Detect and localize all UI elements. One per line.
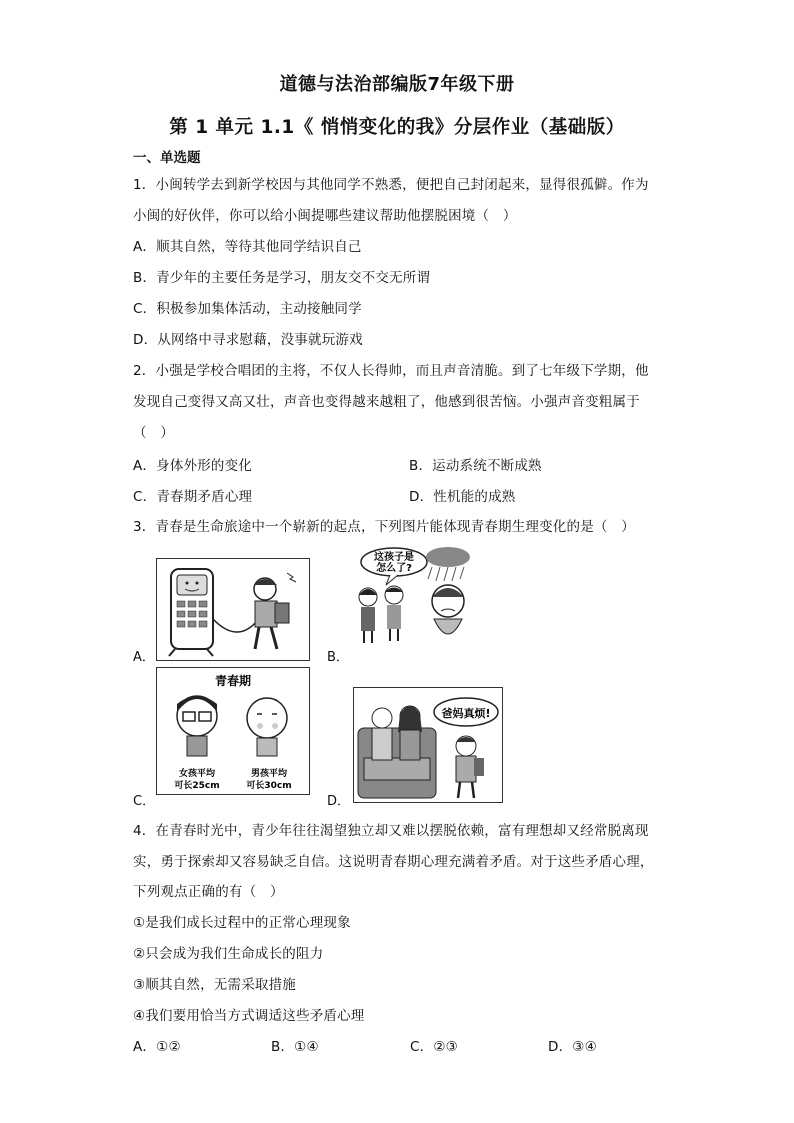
bubble-text-line-1: 这孩子是 <box>374 552 414 563</box>
q1-option-a[interactable]: A．顺其自然，等待其他同学结识自己 <box>133 239 362 255</box>
q2-stem-line-3: （ ） <box>133 425 175 441</box>
q3-figure-b[interactable] <box>350 545 480 650</box>
q1-option-d[interactable]: D．从网络中寻求慰藉，没事就玩游戏 <box>133 332 363 348</box>
q1-stem-line-2: 小闽的好伙伴，你可以给小闽提哪些建议帮助他摆脱困境（ ） <box>133 208 517 224</box>
bubble-text-line-2: 怎么了? <box>376 563 412 574</box>
q4-stem-line-1: 4．在青春时光中，青少年往往渴望独立却又难以摆脱依赖，富有理想却又经常脱离现 <box>133 823 649 839</box>
q4-stem-line-2: 实，勇于探索却又容易缺乏自信。这说明青春期心理充满着矛盾。对于这些矛盾心理， <box>133 854 654 870</box>
puberty-growth-illustration <box>157 668 309 794</box>
q3-option-a[interactable]: A． <box>133 650 155 665</box>
q2-option-a[interactable]: A．身体外形的变化 <box>133 458 253 474</box>
figure-c-title: 青春期 <box>214 674 252 688</box>
q3-option-d[interactable]: D． <box>327 794 351 809</box>
q4-statement-2: ②只会成为我们生命成长的阻力 <box>133 946 324 962</box>
section-heading: 一、单选题 <box>133 150 201 166</box>
q1-option-b[interactable]: B．青少年的主要任务是学习，朋友交不交无所谓 <box>133 270 431 286</box>
q4-option-a[interactable]: A．①② <box>133 1039 181 1055</box>
figure-d-bubble-text: 爸妈真烦! <box>441 707 491 720</box>
q3-option-b[interactable]: B． <box>327 650 349 665</box>
annoyed-teen-illustration <box>354 688 502 802</box>
q4-option-b[interactable]: B．①④ <box>271 1039 319 1055</box>
q4-statement-3: ③顺其自然，无需采取措施 <box>133 977 297 993</box>
q4-option-d[interactable]: D．③④ <box>548 1039 597 1055</box>
q3-figure-d[interactable] <box>353 687 503 803</box>
q1-option-c[interactable]: C．积极参加集体活动，主动接触同学 <box>133 301 362 317</box>
worried-parents-illustration <box>350 545 480 650</box>
phone-and-boy-illustration <box>157 559 309 660</box>
q3-stem: 3．青春是生命旅途中一个崭新的起点，下列图片能体现青春期生理变化的是（ ） <box>133 519 635 535</box>
boy-caption-line-2: 可长30cm <box>246 781 292 791</box>
q3-figure-c[interactable] <box>156 667 310 795</box>
q3-option-c[interactable]: C． <box>133 794 156 809</box>
q1-stem-line-1: 1．小闽转学去到新学校因与其他同学不熟悉，便把自己封闭起来，显得很孤僻。作为 <box>133 177 649 193</box>
boy-caption-line-1: 男孩平均 <box>250 769 288 779</box>
q2-option-c[interactable]: C．青春期矛盾心理 <box>133 489 253 505</box>
document-title: 道德与法治部编版7年级下册 <box>279 74 515 95</box>
q4-option-c[interactable]: C．②③ <box>410 1039 458 1055</box>
q4-statement-4: ④我们要用恰当方式调适这些矛盾心理 <box>133 1008 365 1024</box>
document-subtitle: 第 1 单元 1.1《 悄悄变化的我》分层作业（基础版） <box>169 117 625 138</box>
q2-stem-line-2: 发现自己变得又高又壮，声音也变得越来越粗了，他感到很苦恼。小强声音变粗属于 <box>133 394 640 410</box>
q4-statement-1: ①是我们成长过程中的正常心理现象 <box>133 915 351 931</box>
q4-stem-line-3: 下列观点正确的有（ ） <box>133 884 284 900</box>
girl-caption-line-1: 女孩平均 <box>178 769 216 779</box>
q3-figure-a[interactable] <box>156 558 310 661</box>
q2-option-b[interactable]: B．运动系统不断成熟 <box>409 458 542 474</box>
q2-option-d[interactable]: D．性机能的成熟 <box>409 489 516 505</box>
girl-caption-line-2: 可长25cm <box>174 781 220 791</box>
q2-stem-line-1: 2．小强是学校合唱团的主将，不仅人长得帅，而且声音清脆。到了七年级下学期，他 <box>133 363 649 379</box>
